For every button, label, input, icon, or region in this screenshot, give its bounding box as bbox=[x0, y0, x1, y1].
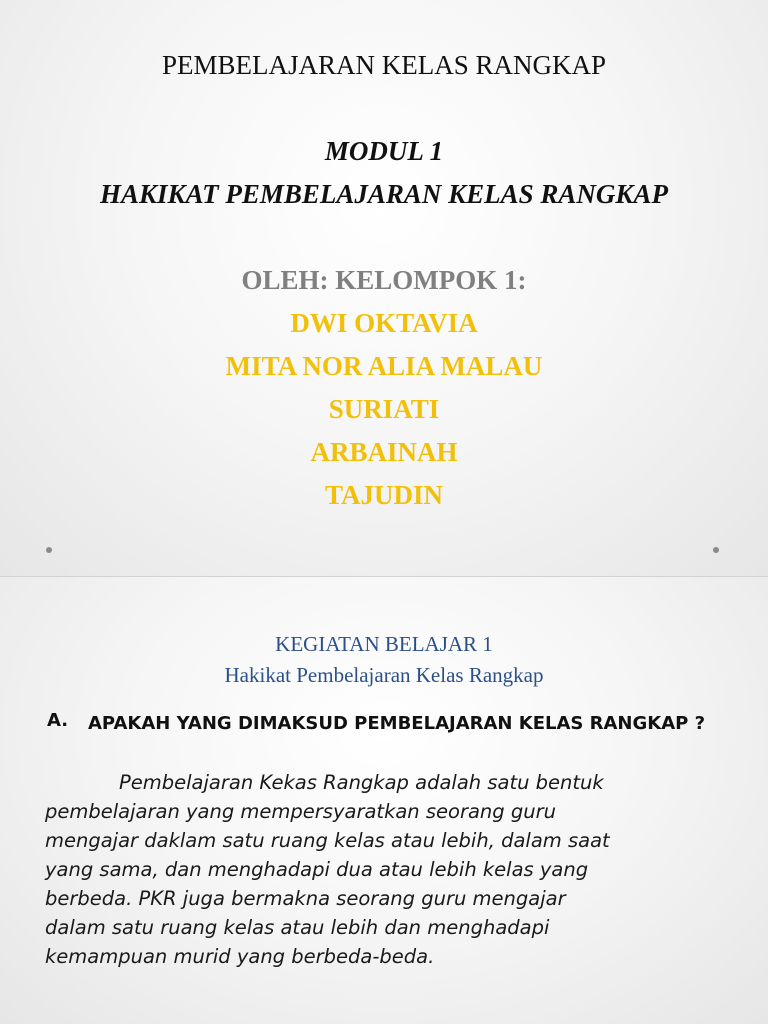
group-label: OLEH: KELOMPOK 1: bbox=[241, 265, 527, 295]
module-number: MODUL 1 bbox=[324, 136, 444, 166]
section-heading: KEGIATAN BELAJAR 1 bbox=[275, 632, 493, 656]
member-name: DWI OKTAVIA bbox=[290, 308, 478, 338]
paragraph-line: kemampuan murid yang berbeda-beda. bbox=[45, 945, 435, 968]
member-name: TAJUDIN bbox=[324, 480, 443, 510]
question-letter: A. bbox=[47, 710, 69, 731]
paragraph-line: Pembelajaran Kekas Rangkap adalah satu bentuk bbox=[119, 771, 604, 794]
definition-paragraph bbox=[45, 768, 745, 971]
module-title: HAKIKAT PEMBELAJARAN KELAS RANGKAP bbox=[100, 179, 668, 209]
section-subheading: Hakikat Pembelajaran Kelas Rangkap bbox=[224, 663, 544, 687]
question-text: APAKAH YANG DIMAKSUD PEMBELAJARAN KELAS RANGKAP ? bbox=[88, 713, 706, 734]
member-name: SURIATI bbox=[328, 394, 440, 424]
slide-title: PEMBELAJARAN KELAS RANGKAP bbox=[161, 50, 607, 80]
paragraph-line: berbeda. PKR juga bermakna seorang guru mengajar bbox=[45, 887, 566, 910]
paragraph-line: mengajar daklam satu ruang kelas atau lebih, dalam saat bbox=[45, 829, 610, 852]
paragraph-line: pembelajaran yang mempersyaratkan seorang guru bbox=[45, 800, 556, 823]
decorative-dot-right bbox=[713, 547, 719, 553]
decorative-dot-left bbox=[46, 547, 52, 553]
member-name: MITA NOR ALIA MALAU bbox=[225, 351, 543, 381]
slide-2 bbox=[0, 577, 768, 1024]
member-name: ARBAINAH bbox=[310, 437, 458, 467]
paragraph-line: yang sama, dan menghadapi dua atau lebih kelas yang bbox=[45, 858, 589, 881]
paragraph-line: dalam satu ruang kelas atau lebih dan menghadapi bbox=[45, 916, 550, 939]
